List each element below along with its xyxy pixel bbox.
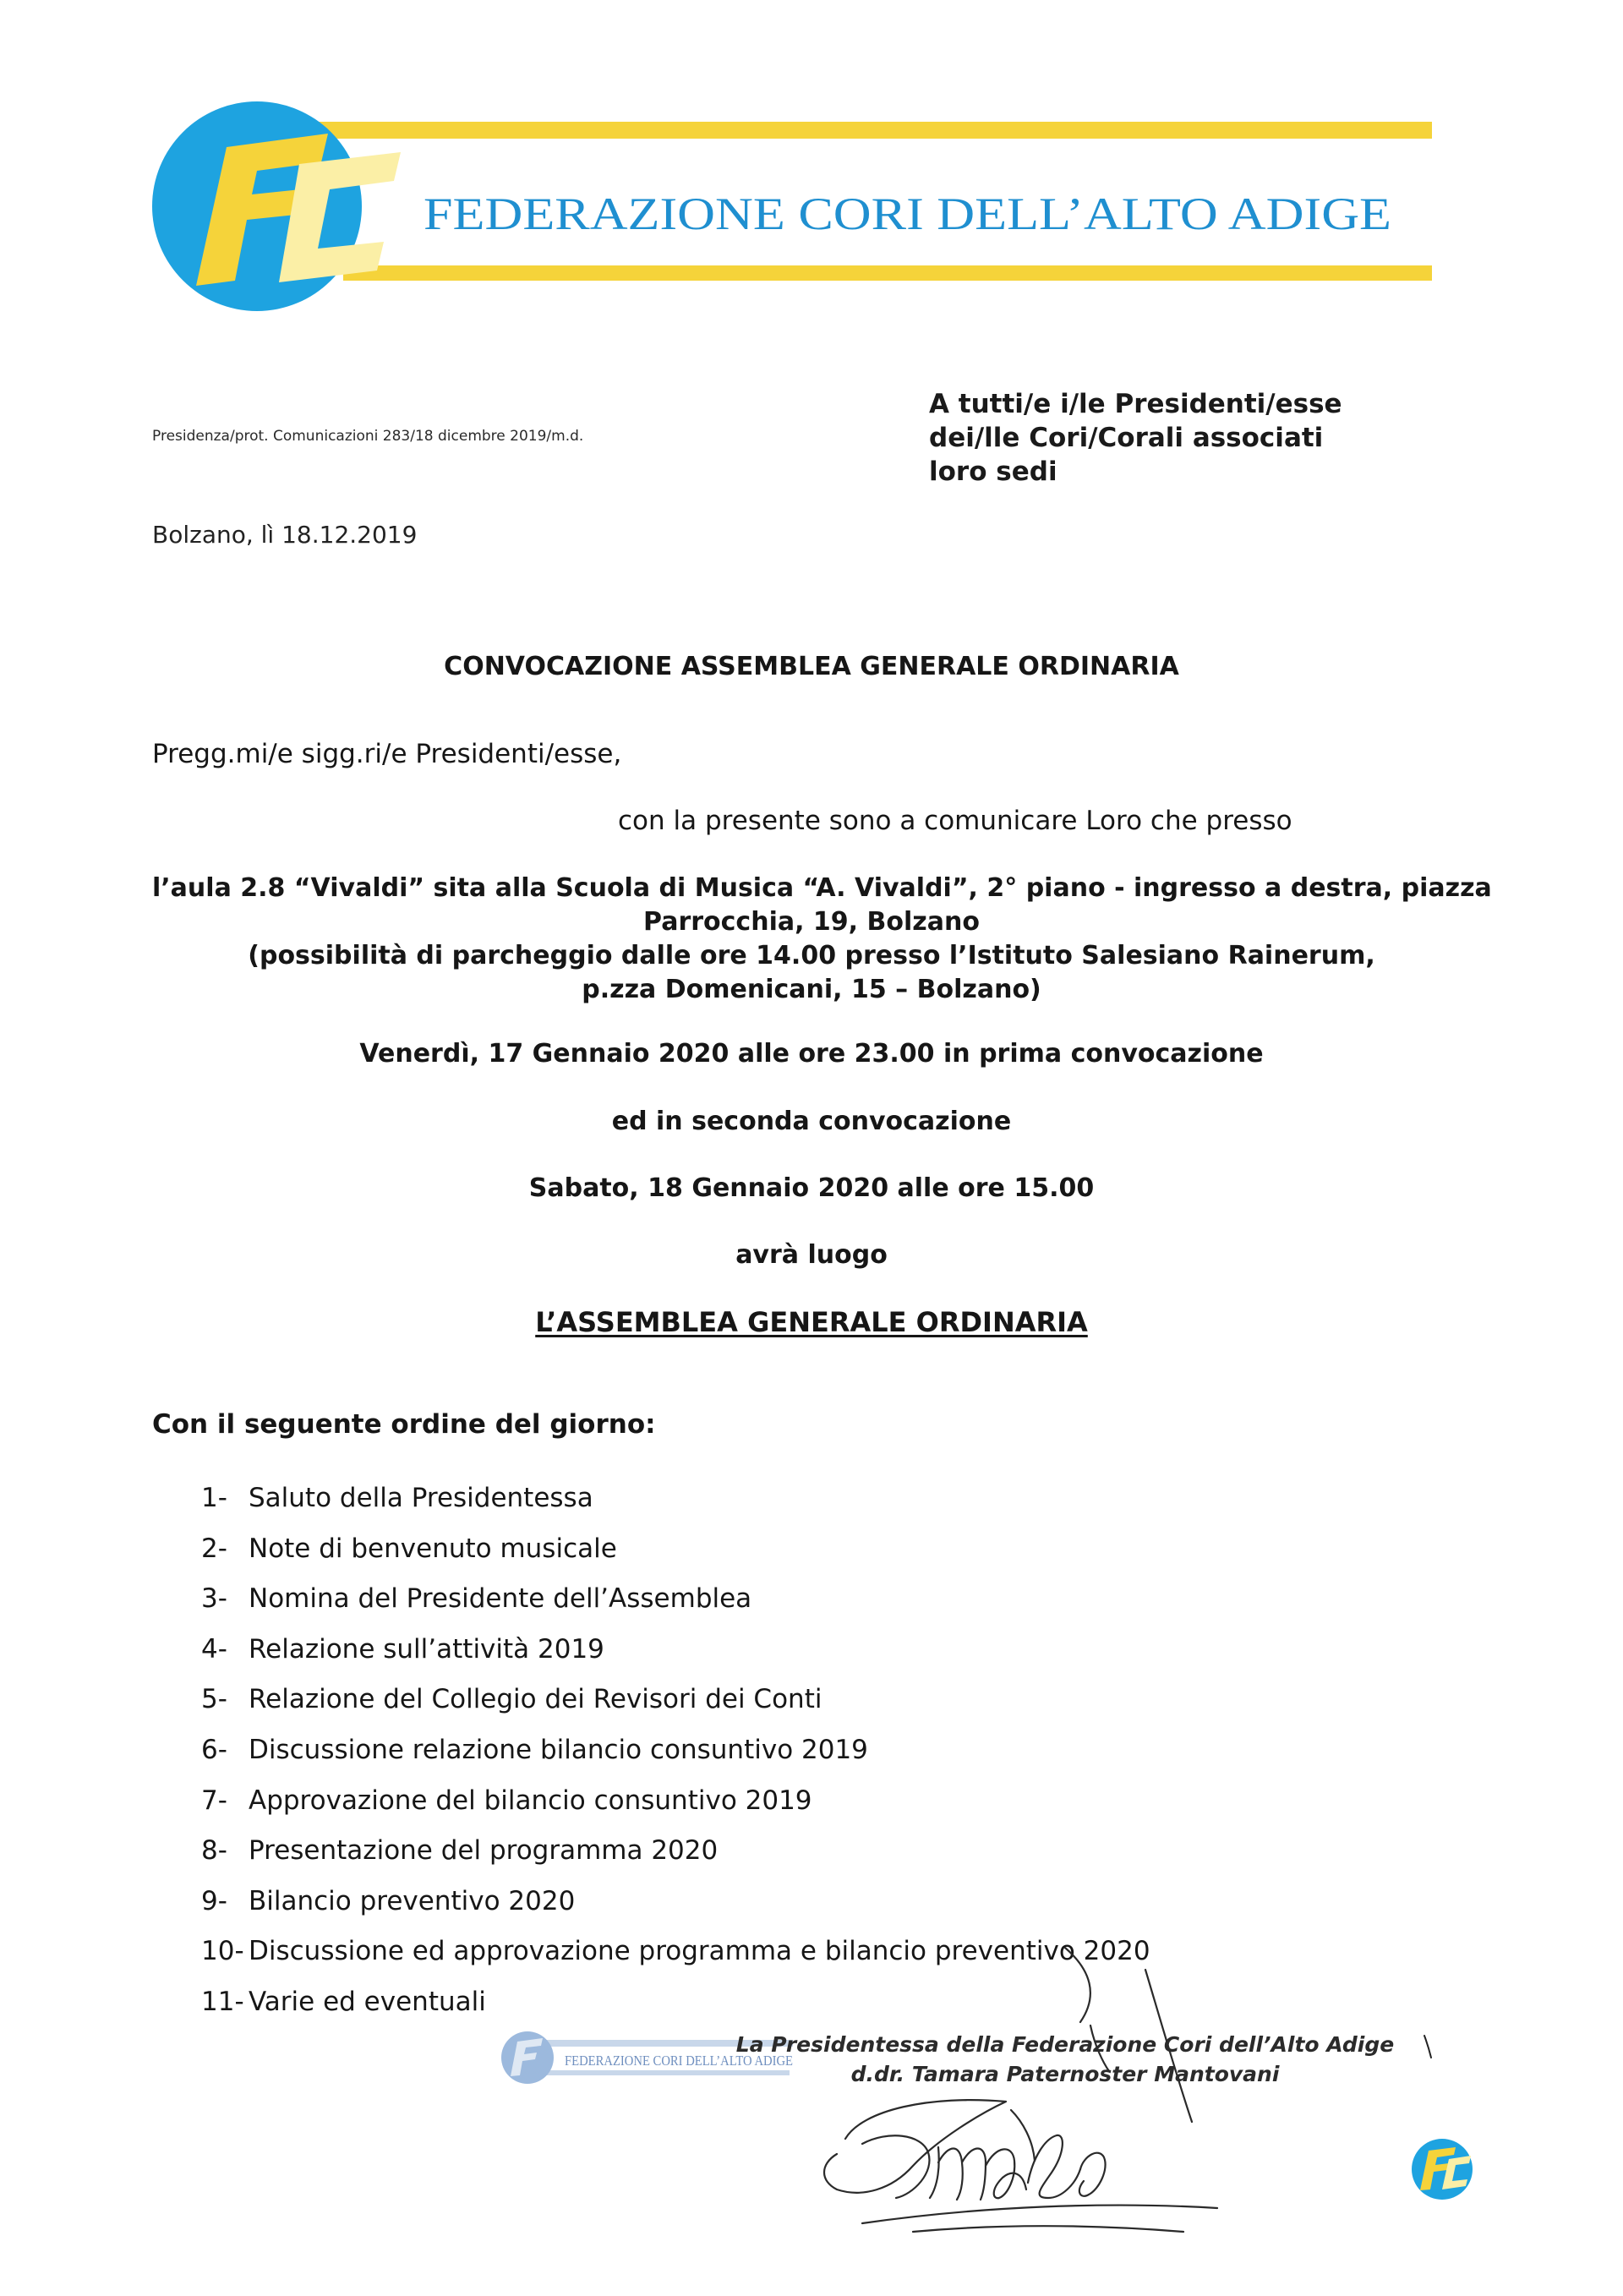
recipients-line: A tutti/e i/le Presidenti/esse (929, 389, 1342, 419)
agenda-item (201, 1574, 1150, 1625)
venue-line: p.zza Domenicani, 15 – Bolzano) (582, 975, 1041, 1004)
first-call: Venerdì, 17 Gennaio 2020 alle ore 23.00 in prima convocazione (359, 1039, 1264, 1069)
assembly-heading (152, 1306, 1471, 1338)
agenda-item-text: Presentazione del programma 2020 (249, 1835, 719, 1867)
recipients-line: loro sedi (929, 456, 1057, 487)
stamp-text: FEDERAZIONE CORI DELL’ALTO ADIGE (565, 2053, 793, 2069)
agenda-item-number: 9- (201, 1885, 227, 1916)
venue-block (152, 872, 1492, 1007)
assembly-heading-text: L’ASSEMBLEA GENERALE ORDINARIA (535, 1306, 1088, 1338)
agenda-item-text: Nomina del Presidente dell’Assemblea (249, 1583, 752, 1615)
agenda-item (201, 1675, 1150, 1725)
agenda-item-text: Saluto della Presidentessa (249, 1483, 593, 1513)
agenda-item-text: Bilancio preventivo 2020 (249, 1885, 576, 1916)
agenda-item-number: 5- (201, 1684, 227, 1715)
agenda-item-text: Discussione relazione bilancio consuntivo 2019 (249, 1734, 868, 1765)
handwritten-signature-icon (812, 1944, 1251, 2291)
fc-federation-logo-icon (149, 100, 1434, 321)
agenda-item-text: Varie ed eventuali (249, 1986, 486, 2017)
agenda-item-number: 3- (201, 1583, 227, 1615)
pen-tick-icon (1423, 2034, 1433, 2059)
agenda-item-number: 4- (201, 1633, 227, 1665)
agenda-item-text: Discussione ed approvazione programma e bilancio preventivo 2020 (249, 1936, 1150, 1967)
venue-line: l’aula 2.8 “Vivaldi” sita alla Scuola di Musica “A. Vivaldi”, 2° piano - ingresso a destra, piazza (152, 873, 1492, 903)
agenda-item-number: 2- (201, 1533, 227, 1564)
signatory-title: La Presidentessa della Federazione Cori dell’Alto Adige (735, 2032, 1395, 2057)
document-title: CONVOCAZIONE ASSEMBLEA GENERALE ORDINARIA (444, 652, 1179, 681)
agenda-item-number: 10- (201, 1936, 244, 1967)
header-org-name: FEDERAZIONE CORI DELL’ALTO ADIGE (424, 189, 1391, 239)
agenda-item (201, 1725, 1150, 1776)
second-call-date: Sabato, 18 Gennaio 2020 alle ore 15.00 (528, 1173, 1095, 1203)
agenda-item-number: 6- (201, 1734, 227, 1765)
signatory-name: d.dr. Tamara Paternoster Mantovani (850, 2062, 1280, 2086)
venue-line: (possibilità di parcheggio dalle ore 14.00 presso l’Istituto Salesiano Rainerum, (248, 941, 1375, 970)
place-date: Bolzano, lì 18.12.2019 (152, 521, 418, 549)
agenda-item-number: 11- (201, 1986, 244, 2017)
agenda-item (201, 1625, 1150, 1676)
agenda-item (201, 1877, 1150, 1927)
intro-text: con la presente sono a comunicare Loro che presso (618, 806, 1292, 836)
agenda-item-text: Approvazione del bilancio consuntivo 2019 (249, 1785, 812, 1816)
agenda-item (201, 1776, 1150, 1827)
agenda-item-number: 1- (201, 1483, 227, 1513)
agenda-item (201, 1473, 1150, 1524)
recipients-line: dei/lle Cori/Corali associati (929, 423, 1324, 453)
fc-small-logo-icon (1410, 2137, 1474, 2201)
salutation: Pregg.mi/e sigg.ri/e Presidenti/esse, (152, 739, 622, 769)
recipients-block (929, 387, 1342, 489)
venue-line: Parrocchia, 19, Bolzano (643, 907, 980, 937)
signatory-block (676, 2030, 1454, 2089)
agenda-item-number: 8- (201, 1835, 227, 1867)
second-call: ed in seconda convocazione (611, 1107, 1012, 1136)
agenda-item-text: Relazione sull’attività 2019 (249, 1633, 604, 1665)
agenda-item (201, 1524, 1150, 1575)
agenda-intro: Con il seguente ordine del giorno: (152, 1409, 656, 1440)
will-take-place: avrà luogo (735, 1240, 888, 1270)
protocol-reference: Presidenza/prot. Comunicazioni 283/18 dicembre 2019/m.d. (152, 428, 584, 445)
agenda-item-number: 7- (201, 1785, 227, 1816)
agenda-item-text: Relazione del Collegio dei Revisori dei Conti (249, 1684, 822, 1715)
agenda-item-text: Note di benvenuto musicale (249, 1533, 617, 1564)
agenda-item (201, 1826, 1150, 1877)
